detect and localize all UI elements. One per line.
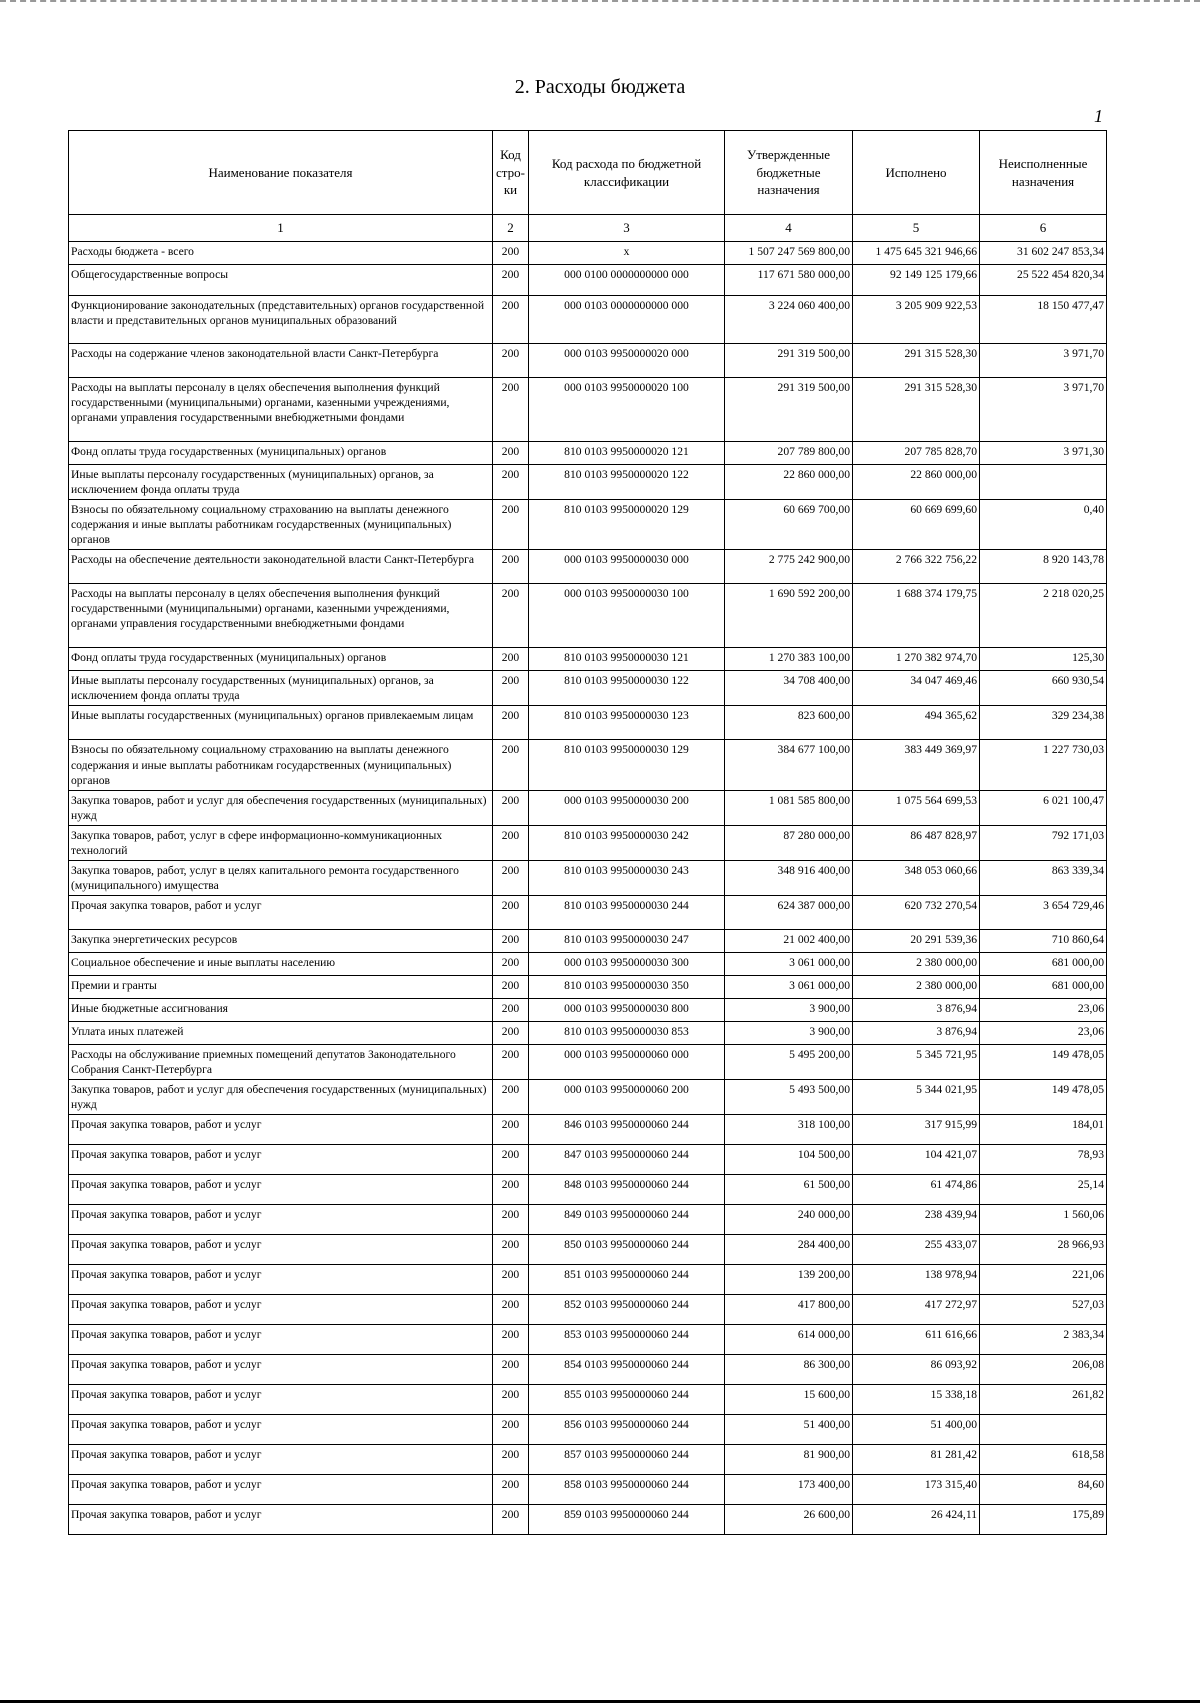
row-class-code: 854 0103 9950000060 244 [529,1355,725,1385]
table-row [69,896,1107,930]
row-name: Закупка товаров, работ и услуг для обеспечения государственных (муниципальных) нужд [69,1080,493,1115]
header-executed: Исполнено [853,131,980,215]
row-class-code: 000 0103 9950000020 000 [529,344,725,378]
row-approved: 117 671 580 000,00 [725,265,853,296]
row-executed: 26 424,11 [853,1505,980,1535]
row-name: Прочая закупка товаров, работ и услуг [69,1115,493,1145]
row-executed: 92 149 125 179,66 [853,265,980,296]
row-approved: 3 900,00 [725,999,853,1022]
row-line-code: 200 [493,1045,529,1080]
row-class-code: 857 0103 9950000060 244 [529,1445,725,1475]
row-unexecuted: 660 930,54 [980,671,1107,706]
table-row [69,1445,1107,1475]
row-unexecuted: 221,06 [980,1265,1107,1295]
row-approved: 86 300,00 [725,1355,853,1385]
row-name: Расходы на выплаты персоналу в целях обеспечения выполнения функций государственными (муниципальными) органами, казенными учреждениями, органами управления государственными внебюджетными фондами [69,584,493,648]
row-class-code: 000 0103 0000000000 000 [529,296,725,344]
row-approved: 417 800,00 [725,1295,853,1325]
row-unexecuted: 2 218 020,25 [980,584,1107,648]
row-executed: 3 876,94 [853,999,980,1022]
table-row [69,265,1107,296]
row-executed: 86 093,92 [853,1355,980,1385]
header-code-class: Код расхода по бюджетной классификации [529,131,725,215]
row-executed: 207 785 828,70 [853,442,980,465]
row-unexecuted: 3 971,30 [980,442,1107,465]
row-unexecuted: 184,01 [980,1115,1107,1145]
row-class-code: 810 0103 9950000030 247 [529,930,725,953]
row-approved: 823 600,00 [725,706,853,740]
row-line-code: 200 [493,1505,529,1535]
row-name: Фонд оплаты труда государственных (муниципальных) органов [69,442,493,465]
row-class-code: 810 0103 9950000030 242 [529,825,725,860]
row-executed: 255 433,07 [853,1235,980,1265]
column-number: 6 [980,215,1107,242]
row-name: Иные выплаты персоналу государственных (муниципальных) органов, за исключением фонда оплаты труда [69,671,493,706]
row-unexecuted: 792 171,03 [980,825,1107,860]
row-class-code: 810 0103 9950000020 129 [529,500,725,550]
row-line-code: 200 [493,953,529,976]
row-line-code: 200 [493,296,529,344]
row-executed: 291 315 528,30 [853,344,980,378]
row-approved: 1 507 247 569 800,00 [725,242,853,265]
row-line-code: 200 [493,1175,529,1205]
table-row [69,648,1107,671]
table-row [69,1080,1107,1115]
row-unexecuted: 84,60 [980,1475,1107,1505]
row-executed: 348 053 060,66 [853,860,980,895]
row-class-code: 810 0103 9950000020 121 [529,442,725,465]
row-name: Закупка энергетических ресурсов [69,930,493,953]
row-line-code: 200 [493,1475,529,1505]
row-executed: 383 449 369,97 [853,740,980,790]
row-approved: 207 789 800,00 [725,442,853,465]
row-class-code: 810 0103 9950000030 129 [529,740,725,790]
row-approved: 26 600,00 [725,1505,853,1535]
row-unexecuted: 527,03 [980,1295,1107,1325]
table-row [69,550,1107,584]
table-row [69,1265,1107,1295]
table-row [69,296,1107,344]
row-name: Уплата иных платежей [69,1022,493,1045]
row-line-code: 200 [493,442,529,465]
row-name: Иные выплаты персоналу государственных (муниципальных) органов, за исключением фонда оплаты труда [69,465,493,500]
row-name: Прочая закупка товаров, работ и услуг [69,1295,493,1325]
row-name: Прочая закупка товаров, работ и услуг [69,1325,493,1355]
row-executed: 417 272,97 [853,1295,980,1325]
row-name: Прочая закупка товаров, работ и услуг [69,1415,493,1445]
row-executed: 138 978,94 [853,1265,980,1295]
header-code-line: Код стро-ки [493,131,529,215]
row-executed: 3 205 909 922,53 [853,296,980,344]
row-class-code: 000 0103 9950000060 200 [529,1080,725,1115]
row-name: Прочая закупка товаров, работ и услуг [69,1505,493,1535]
row-unexecuted [980,465,1107,500]
row-executed: 2 380 000,00 [853,953,980,976]
row-unexecuted: 18 150 477,47 [980,296,1107,344]
row-unexecuted: 3 971,70 [980,378,1107,442]
row-line-code: 200 [493,671,529,706]
row-unexecuted: 25,14 [980,1175,1107,1205]
row-line-code: 200 [493,648,529,671]
row-name: Прочая закупка товаров, работ и услуг [69,896,493,930]
table-row [69,740,1107,790]
table-row [69,953,1107,976]
row-approved: 3 061 000,00 [725,953,853,976]
row-name: Расходы на содержание членов законодательной власти Санкт-Петербурга [69,344,493,378]
row-approved: 384 677 100,00 [725,740,853,790]
row-executed: 1 270 382 974,70 [853,648,980,671]
row-name: Расходы на обслуживание приемных помещений депутатов Законодательного Собрания Санкт-Петербурга [69,1045,493,1080]
row-name: Взносы по обязательному социальному страхованию на выплаты денежного содержания и иные выплаты работникам государственных (муниципальных) органов [69,500,493,550]
row-executed: 60 669 699,60 [853,500,980,550]
row-unexecuted: 3 971,70 [980,344,1107,378]
row-unexecuted: 710 860,64 [980,930,1107,953]
row-approved: 5 495 200,00 [725,1045,853,1080]
page-number: 1 [1094,106,1103,126]
row-name: Прочая закупка товаров, работ и услуг [69,1265,493,1295]
row-class-code: 852 0103 9950000060 244 [529,1295,725,1325]
header-row [69,131,1107,215]
row-name: Расходы бюджета - всего [69,242,493,265]
row-unexecuted: 0,40 [980,500,1107,550]
row-executed: 611 616,66 [853,1325,980,1355]
scan-bottom-edge [0,1700,1200,1703]
row-line-code: 200 [493,999,529,1022]
row-name: Расходы на обеспечение деятельности законодательной власти Санкт-Петербурга [69,550,493,584]
row-name: Прочая закупка товаров, работ и услуг [69,1145,493,1175]
row-line-code: 200 [493,465,529,500]
row-unexecuted: 1 227 730,03 [980,740,1107,790]
row-unexecuted: 149 478,05 [980,1080,1107,1115]
row-line-code: 200 [493,1385,529,1415]
table-row [69,671,1107,706]
expenses-table [68,130,1107,1535]
column-number: 1 [69,215,493,242]
row-unexecuted: 23,06 [980,1022,1107,1045]
row-name: Прочая закупка товаров, работ и услуг [69,1355,493,1385]
row-executed: 51 400,00 [853,1415,980,1445]
row-name: Прочая закупка товаров, работ и услуг [69,1445,493,1475]
header-approved: Утвержденные бюджетные назначения [725,131,853,215]
table-row [69,1045,1107,1080]
column-number: 2 [493,215,529,242]
row-approved: 348 916 400,00 [725,860,853,895]
table-row [69,1325,1107,1355]
row-unexecuted: 681 000,00 [980,976,1107,999]
row-line-code: 200 [493,500,529,550]
row-executed: 61 474,86 [853,1175,980,1205]
row-executed: 291 315 528,30 [853,378,980,442]
row-name: Фонд оплаты труда государственных (муниципальных) органов [69,648,493,671]
row-class-code: 000 0103 9950000020 100 [529,378,725,442]
row-approved: 3 900,00 [725,1022,853,1045]
row-name: Иные бюджетные ассигнования [69,999,493,1022]
row-unexecuted: 3 654 729,46 [980,896,1107,930]
header-unexecuted: Неисполненные назначения [980,131,1107,215]
table-row [69,790,1107,825]
row-approved: 87 280 000,00 [725,825,853,860]
table-row [69,378,1107,442]
table-row [69,1205,1107,1235]
row-approved: 614 000,00 [725,1325,853,1355]
row-unexecuted: 1 560,06 [980,1205,1107,1235]
table-row [69,465,1107,500]
row-approved: 3 061 000,00 [725,976,853,999]
row-class-code: 000 0103 9950000030 100 [529,584,725,648]
row-unexecuted: 681 000,00 [980,953,1107,976]
row-executed: 1 688 374 179,75 [853,584,980,648]
table-row [69,706,1107,740]
row-unexecuted: 618,58 [980,1445,1107,1475]
row-approved: 284 400,00 [725,1235,853,1265]
row-class-code: 855 0103 9950000060 244 [529,1385,725,1415]
row-line-code: 200 [493,860,529,895]
row-approved: 1 270 383 100,00 [725,648,853,671]
row-line-code: 200 [493,344,529,378]
table-row [69,1115,1107,1145]
row-executed: 2 766 322 756,22 [853,550,980,584]
row-name: Закупка товаров, работ, услуг в сфере информационно-коммуникационных технологий [69,825,493,860]
row-approved: 318 100,00 [725,1115,853,1145]
row-line-code: 200 [493,265,529,296]
row-executed: 5 344 021,95 [853,1080,980,1115]
row-unexecuted: 28 966,93 [980,1235,1107,1265]
row-name: Прочая закупка товаров, работ и услуг [69,1205,493,1235]
row-line-code: 200 [493,1265,529,1295]
row-unexecuted: 23,06 [980,999,1107,1022]
row-line-code: 200 [493,1115,529,1145]
row-name: Иные выплаты государственных (муниципальных) органов привлекаемым лицам [69,706,493,740]
row-name: Премии и гранты [69,976,493,999]
table-row [69,860,1107,895]
table-row [69,1355,1107,1385]
row-executed: 317 915,99 [853,1115,980,1145]
row-class-code: 848 0103 9950000060 244 [529,1175,725,1205]
row-class-code: 850 0103 9950000060 244 [529,1235,725,1265]
table-row [69,344,1107,378]
row-class-code: x [529,242,725,265]
row-class-code: 000 0103 9950000030 300 [529,953,725,976]
row-class-code: 810 0103 9950000030 122 [529,671,725,706]
row-class-code: 810 0103 9950000020 122 [529,465,725,500]
table-body [69,242,1107,1535]
row-unexecuted: 175,89 [980,1505,1107,1535]
row-approved: 173 400,00 [725,1475,853,1505]
row-class-code: 000 0103 9950000030 200 [529,790,725,825]
row-unexecuted: 329 234,38 [980,706,1107,740]
table-row [69,1415,1107,1445]
row-approved: 3 224 060 400,00 [725,296,853,344]
header-name: Наименование показателя [69,131,493,215]
row-line-code: 200 [493,1205,529,1235]
row-approved: 81 900,00 [725,1445,853,1475]
table-row [69,976,1107,999]
row-approved: 5 493 500,00 [725,1080,853,1115]
table-row [69,1175,1107,1205]
row-approved: 1 081 585 800,00 [725,790,853,825]
row-class-code: 810 0103 9950000030 244 [529,896,725,930]
table-row [69,999,1107,1022]
row-unexecuted: 2 383,34 [980,1325,1107,1355]
row-line-code: 200 [493,1145,529,1175]
row-unexecuted: 6 021 100,47 [980,790,1107,825]
row-unexecuted: 31 602 247 853,34 [980,242,1107,265]
row-executed: 81 281,42 [853,1445,980,1475]
row-unexecuted: 25 522 454 820,34 [980,265,1107,296]
table-row [69,1145,1107,1175]
row-line-code: 200 [493,825,529,860]
table-row [69,1235,1107,1265]
table-row [69,1385,1107,1415]
row-line-code: 200 [493,1445,529,1475]
row-name: Взносы по обязательному социальному страхованию на выплаты денежного содержания и иные выплаты работникам государственных (муниципальных) органов [69,740,493,790]
row-line-code: 200 [493,242,529,265]
row-approved: 51 400,00 [725,1415,853,1445]
row-class-code: 856 0103 9950000060 244 [529,1415,725,1445]
row-class-code: 851 0103 9950000060 244 [529,1265,725,1295]
row-name: Прочая закупка товаров, работ и услуг [69,1385,493,1415]
row-executed: 86 487 828,97 [853,825,980,860]
row-unexecuted [980,1415,1107,1445]
row-executed: 104 421,07 [853,1145,980,1175]
row-name: Расходы на выплаты персоналу в целях обеспечения выполнения функций государственными (муниципальными) органами, казенными учреждениями, органами управления государственными внебюджетными фондами [69,378,493,442]
column-number-row [69,215,1107,242]
row-executed: 1 075 564 699,53 [853,790,980,825]
table-row [69,242,1107,265]
row-class-code: 810 0103 9950000030 123 [529,706,725,740]
row-line-code: 200 [493,1415,529,1445]
row-executed: 5 345 721,95 [853,1045,980,1080]
table-row [69,1505,1107,1535]
column-number: 3 [529,215,725,242]
page-title: 2. Расходы бюджета [514,76,686,98]
row-class-code: 810 0103 9950000030 350 [529,976,725,999]
row-class-code: 000 0103 9950000030 000 [529,550,725,584]
row-class-code: 858 0103 9950000060 244 [529,1475,725,1505]
table-row [69,930,1107,953]
row-approved: 104 500,00 [725,1145,853,1175]
row-line-code: 200 [493,790,529,825]
row-line-code: 200 [493,1235,529,1265]
row-unexecuted: 863 339,34 [980,860,1107,895]
row-name: Общегосударственные вопросы [69,265,493,296]
row-approved: 1 690 592 200,00 [725,584,853,648]
row-line-code: 200 [493,378,529,442]
row-class-code: 847 0103 9950000060 244 [529,1145,725,1175]
row-line-code: 200 [493,1355,529,1385]
row-line-code: 200 [493,976,529,999]
row-name: Социальное обеспечение и иные выплаты населению [69,953,493,976]
row-approved: 22 860 000,00 [725,465,853,500]
row-executed: 34 047 469,46 [853,671,980,706]
table-row [69,1295,1107,1325]
row-class-code: 000 0103 9950000060 000 [529,1045,725,1080]
table-row [69,1022,1107,1045]
row-executed: 1 475 645 321 946,66 [853,242,980,265]
row-approved: 15 600,00 [725,1385,853,1415]
row-executed: 2 380 000,00 [853,976,980,999]
row-approved: 291 319 500,00 [725,378,853,442]
row-line-code: 200 [493,550,529,584]
row-approved: 2 775 242 900,00 [725,550,853,584]
row-class-code: 853 0103 9950000060 244 [529,1325,725,1355]
row-line-code: 200 [493,584,529,648]
row-approved: 21 002 400,00 [725,930,853,953]
row-name: Прочая закупка товаров, работ и услуг [69,1475,493,1505]
row-approved: 624 387 000,00 [725,896,853,930]
row-line-code: 200 [493,740,529,790]
row-unexecuted: 8 920 143,78 [980,550,1107,584]
row-approved: 291 319 500,00 [725,344,853,378]
table-row [69,500,1107,550]
row-class-code: 849 0103 9950000060 244 [529,1205,725,1235]
row-unexecuted: 206,08 [980,1355,1107,1385]
row-name: Прочая закупка товаров, работ и услуг [69,1175,493,1205]
row-line-code: 200 [493,896,529,930]
column-number: 4 [725,215,853,242]
row-executed: 238 439,94 [853,1205,980,1235]
row-class-code: 000 0103 9950000030 800 [529,999,725,1022]
row-approved: 61 500,00 [725,1175,853,1205]
row-executed: 20 291 539,36 [853,930,980,953]
row-approved: 139 200,00 [725,1265,853,1295]
scan-top-edge [0,0,1200,6]
row-executed: 3 876,94 [853,1022,980,1045]
row-class-code: 846 0103 9950000060 244 [529,1115,725,1145]
row-line-code: 200 [493,1295,529,1325]
row-line-code: 200 [493,1080,529,1115]
row-class-code: 000 0100 0000000000 000 [529,265,725,296]
row-unexecuted: 125,30 [980,648,1107,671]
row-executed: 620 732 270,54 [853,896,980,930]
row-name: Прочая закупка товаров, работ и услуг [69,1235,493,1265]
row-approved: 34 708 400,00 [725,671,853,706]
row-class-code: 810 0103 9950000030 853 [529,1022,725,1045]
table-row [69,584,1107,648]
row-line-code: 200 [493,930,529,953]
row-class-code: 810 0103 9950000030 243 [529,860,725,895]
row-class-code: 859 0103 9950000060 244 [529,1505,725,1535]
row-unexecuted: 78,93 [980,1145,1107,1175]
table-row [69,825,1107,860]
column-number: 5 [853,215,980,242]
table-row [69,442,1107,465]
row-name: Функционирование законодательных (представительных) органов государственной власти и представительных органов муниципальных образований [69,296,493,344]
row-executed: 22 860 000,00 [853,465,980,500]
row-class-code: 810 0103 9950000030 121 [529,648,725,671]
row-unexecuted: 149 478,05 [980,1045,1107,1080]
row-executed: 15 338,18 [853,1385,980,1415]
row-name: Закупка товаров, работ, услуг в целях капитального ремонта государственного (муниципального) имущества [69,860,493,895]
table-row [69,1475,1107,1505]
row-approved: 60 669 700,00 [725,500,853,550]
row-unexecuted: 261,82 [980,1385,1107,1415]
row-line-code: 200 [493,1325,529,1355]
row-name: Закупка товаров, работ и услуг для обеспечения государственных (муниципальных) нужд [69,790,493,825]
row-line-code: 200 [493,706,529,740]
row-executed: 173 315,40 [853,1475,980,1505]
row-line-code: 200 [493,1022,529,1045]
row-executed: 494 365,62 [853,706,980,740]
row-approved: 240 000,00 [725,1205,853,1235]
